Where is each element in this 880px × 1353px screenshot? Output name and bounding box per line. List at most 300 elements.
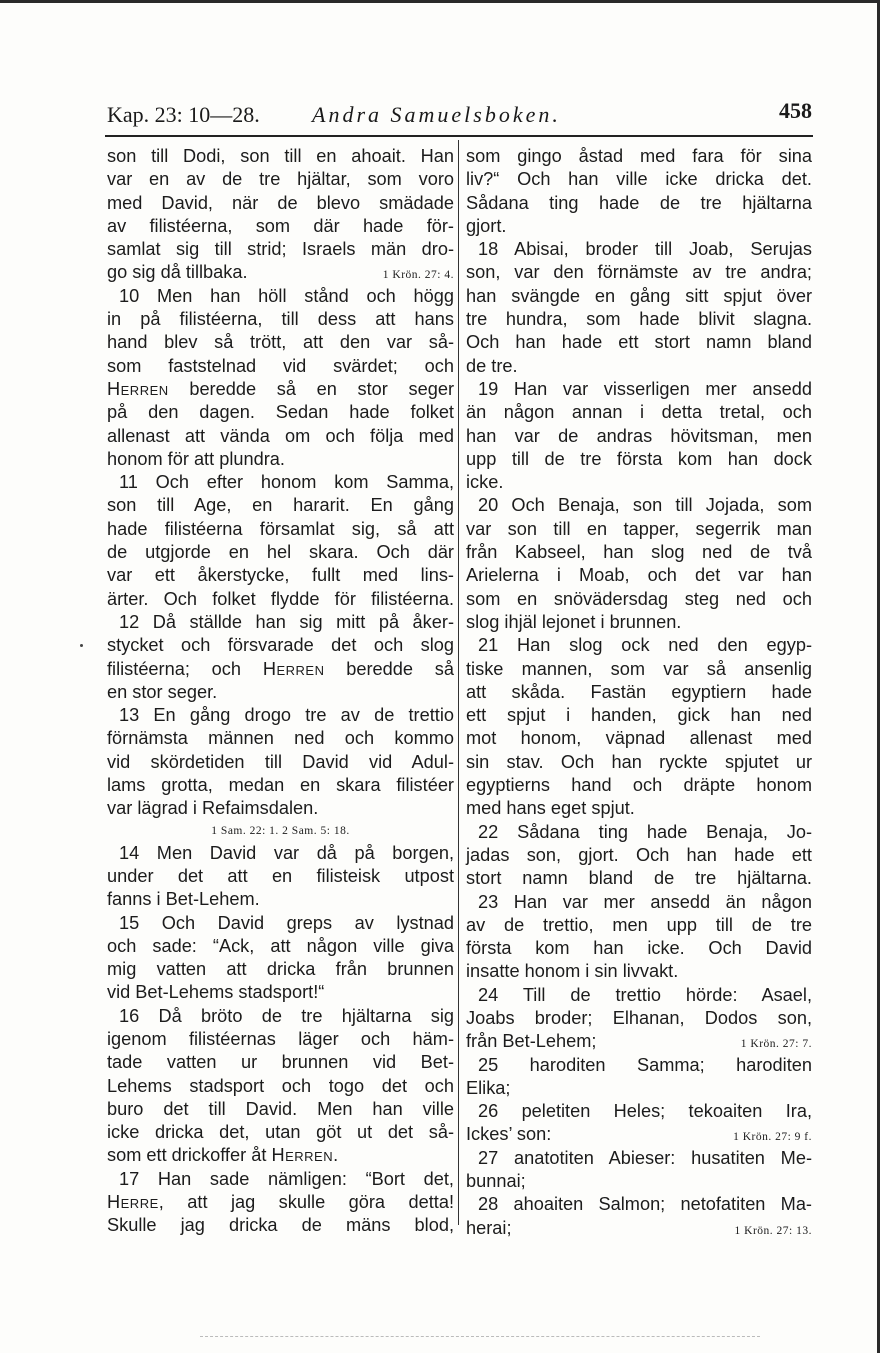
text-line xyxy=(107,935,454,958)
verse-text: av de trettio, men upp till de tre xyxy=(466,914,812,935)
verse-text: buro det till David. Men han ville xyxy=(107,1098,454,1119)
verse-text: var ett åkerstycke, fullt med lins- xyxy=(107,565,454,586)
verse-text: han var de andras hövitsman, men xyxy=(466,425,812,446)
line-text xyxy=(107,146,454,166)
text-line xyxy=(466,145,812,168)
text-line xyxy=(107,1121,454,1144)
line-text xyxy=(107,959,454,979)
line-text xyxy=(107,1076,454,1096)
text-line xyxy=(466,215,812,238)
verse-text: gjort. xyxy=(466,215,507,236)
text-line xyxy=(107,1214,454,1237)
line-text xyxy=(466,845,812,865)
book-title: Andra Samuelsboken. xyxy=(312,102,561,127)
text-line xyxy=(107,1005,454,1028)
text-line xyxy=(107,865,454,888)
text-line xyxy=(107,331,454,354)
verse-text: som ett drickoffer åt xyxy=(107,1145,272,1166)
text-line xyxy=(107,658,454,681)
text-line xyxy=(107,1168,454,1191)
text-line xyxy=(466,425,812,448)
line-text xyxy=(107,261,248,284)
text-line xyxy=(466,797,812,820)
line-text xyxy=(107,426,454,446)
verse-text: 13 En gång drogo tre av de trettio xyxy=(119,705,454,726)
text-line xyxy=(466,331,812,354)
text-line xyxy=(107,564,454,587)
text-line xyxy=(466,1054,812,1077)
text-line xyxy=(466,494,812,517)
text-line xyxy=(466,821,812,844)
page-number: 458 xyxy=(779,98,812,123)
text-line xyxy=(107,238,454,261)
running-header xyxy=(107,98,812,132)
line-text xyxy=(119,472,454,492)
line-text xyxy=(466,798,635,818)
line-text xyxy=(107,542,454,562)
verse-text: av filistéerna, som där hade för- xyxy=(107,215,454,236)
header-rule xyxy=(105,135,813,137)
verse-text: 15 Och David greps av lystnad xyxy=(119,912,454,933)
verse-text: tre hundra, som hade blivit slagna. xyxy=(466,309,812,330)
verse-text: son till Dodi, son till en ahoait. Han xyxy=(107,146,454,166)
verse-text: igenom filistéernas läger och häm- xyxy=(107,1028,454,1049)
text-line xyxy=(466,704,812,727)
text-line xyxy=(107,611,454,634)
text-line xyxy=(107,261,454,284)
line-text xyxy=(466,938,812,958)
line-text xyxy=(119,1006,454,1026)
verse-text: allenast att vända om och följa med xyxy=(107,425,454,446)
line-text xyxy=(466,565,812,585)
text-line xyxy=(466,1123,812,1146)
line-text xyxy=(466,356,518,376)
page-top-edge xyxy=(0,0,880,3)
line-text xyxy=(107,193,454,213)
verse-text: 27 anatotiten Abieser: husatiten Me- xyxy=(478,1147,812,1168)
verse-text: Skulle jag dricka de mäns blod, xyxy=(107,1215,454,1236)
verse-text: som faststelnad vid svärdet; och xyxy=(107,355,454,376)
line-text xyxy=(478,1101,812,1121)
text-line xyxy=(107,378,454,401)
text-line xyxy=(466,681,812,704)
line-text xyxy=(107,1215,454,1235)
line-text xyxy=(119,286,454,306)
verse-text: liv?“ Och han ville icke dricka det. xyxy=(466,169,812,190)
verse-text: 14 Men David var då på borgen, xyxy=(119,842,454,863)
line-text xyxy=(119,913,454,933)
verse-text: var en av de tre hjältar, som voro xyxy=(107,169,454,190)
text-line xyxy=(107,1144,454,1167)
text-line xyxy=(107,168,454,191)
text-line xyxy=(466,1077,812,1100)
left-column xyxy=(107,145,454,1238)
verse-text: Sådana ting hade de tre hjältarna xyxy=(466,192,812,213)
verse-text: första kom han icke. Och David xyxy=(466,938,812,959)
text-line xyxy=(107,145,454,168)
text-line xyxy=(107,541,454,564)
verse-text: lams grotta, medan en skara filistéer xyxy=(107,775,454,796)
line-text xyxy=(107,635,454,655)
verse-text: mot honom, väpnad allenast med xyxy=(466,728,812,749)
verse-text: förnämsta männen ned och kommo xyxy=(107,728,454,749)
verse-text: 23 Han var mer ansedd än någon xyxy=(478,891,812,912)
verse-text: mig vatten att dricka från brunnen xyxy=(107,959,454,980)
text-line xyxy=(107,774,454,797)
text-line xyxy=(107,912,454,935)
verse-text: filistéerna; och xyxy=(107,658,263,679)
verse-text: hand blev så trött, att den var så- xyxy=(107,332,454,353)
text-line xyxy=(466,727,812,750)
text-line xyxy=(107,355,454,378)
line-text xyxy=(466,519,812,539)
text-line xyxy=(466,937,812,960)
verse-text: vid skördetiden till David vid Adul- xyxy=(107,751,454,772)
text-line xyxy=(466,355,812,378)
text-line xyxy=(107,401,454,424)
line-text xyxy=(107,1122,454,1142)
line-text xyxy=(107,728,454,748)
text-line xyxy=(466,634,812,657)
line-text xyxy=(107,752,454,772)
verse-text: Ickes’ son: xyxy=(466,1124,552,1145)
text-line xyxy=(466,401,812,424)
verse-text: in på filistéerna, till dess att hans xyxy=(107,309,454,330)
verse-text: som gingo åstad med fara för sina xyxy=(466,146,812,166)
verse-text: go sig då tillbaka. xyxy=(107,262,248,283)
line-text xyxy=(466,169,812,189)
verse-text: från Bet-Lehem; xyxy=(466,1031,597,1052)
verse-text: 16 Då bröto de tre hjältarna sig xyxy=(119,1005,454,1026)
verse-text: insatte honom i sin livvakt. xyxy=(466,961,679,982)
line-text xyxy=(466,1008,812,1028)
text-line xyxy=(107,1098,454,1121)
text-line xyxy=(107,1051,454,1074)
verse-text: stycket och försvarade det och slog xyxy=(107,635,454,656)
text-line xyxy=(466,867,812,890)
verse-text: Lehems stadsport och togo det och xyxy=(107,1075,454,1096)
right-column xyxy=(466,145,812,1240)
text-line xyxy=(466,448,812,471)
text-line xyxy=(466,541,812,564)
verse-text: son, var den förnämste av tre andra; xyxy=(466,262,812,283)
verse-text: som en snövädersdag steg ned och xyxy=(466,588,812,609)
divine-name: Herren xyxy=(107,378,169,399)
verse-text: och sade: “Ack, att någon ville giva xyxy=(107,935,454,956)
cross-reference: 1 Krön. 27: 4. xyxy=(382,269,454,282)
verse-text: fanns i Bet-Lehem. xyxy=(107,889,260,910)
text-line xyxy=(466,960,812,983)
text-line xyxy=(107,704,454,727)
verse-text: slog ihjäl lejonet i brunnen. xyxy=(466,611,682,632)
divine-name: Herren xyxy=(262,658,325,679)
text-line xyxy=(466,658,812,681)
line-text xyxy=(466,612,681,632)
line-text xyxy=(478,822,812,842)
text-line xyxy=(466,844,812,867)
verse-text: honom för att plundra. xyxy=(107,448,285,469)
verse-text: beredde så en stor seger xyxy=(168,378,454,399)
line-text xyxy=(107,169,454,189)
line-text xyxy=(478,985,812,1005)
verse-text: tade vatten ur brunnen vid Bet- xyxy=(107,1052,454,1073)
line-text xyxy=(466,193,812,213)
text-line xyxy=(107,285,454,308)
verse-text: 10 Men han höll stånd och högg xyxy=(119,285,454,306)
line-text xyxy=(466,542,812,562)
verse-text: sin stav. Och han ryckte spjutet ur xyxy=(466,751,812,772)
line-text xyxy=(478,1055,812,1075)
text-line xyxy=(466,518,812,541)
verse-text: ärter. Och folket flydde för filistéerna. xyxy=(107,588,454,609)
line-text xyxy=(466,752,812,772)
text-line xyxy=(466,751,812,774)
verse-text: de utgjorde en hel skara. Och där xyxy=(107,542,454,563)
text-line xyxy=(466,471,812,494)
text-line xyxy=(466,261,812,284)
text-line xyxy=(466,1170,812,1193)
verse-text: under det att en filisteisk utpost xyxy=(107,865,454,886)
line-text xyxy=(466,961,678,981)
text-line xyxy=(466,378,812,401)
text-line xyxy=(466,168,812,191)
text-line xyxy=(466,1030,812,1053)
cross-reference: 1 Sam. 22: 1. 2 Sam. 5: 18. xyxy=(211,824,350,837)
verse-text: ett spjut i handen, gick han ned xyxy=(466,705,812,726)
verse-text: på den dagen. Sedan hade folket xyxy=(107,402,454,423)
text-line xyxy=(107,727,454,750)
cross-reference: 1 Krön. 27: 13. xyxy=(734,1224,812,1237)
line-text xyxy=(107,519,454,539)
verse-text: 19 Han var visserligen mer ansedd xyxy=(478,378,812,399)
line-text xyxy=(478,239,812,259)
line-text xyxy=(466,332,812,352)
verse-text: 28 ahoaiten Salmon; netofatiten Ma- xyxy=(478,1194,812,1215)
verse-text: var son till en tapper, segerrik man xyxy=(466,518,812,539)
verse-text: icke dricka det, utan göt ut det så- xyxy=(107,1122,454,1143)
line-text xyxy=(466,1078,510,1098)
verse-text: 11 Och efter honom kom Samma, xyxy=(119,472,454,493)
verse-text: vid Bet-Lehems stadsport!“ xyxy=(107,982,325,1003)
verse-text: tiske mannen, som var så ansenlig xyxy=(466,658,812,679)
line-text xyxy=(107,936,454,956)
text-line xyxy=(107,425,454,448)
line-text xyxy=(107,239,454,259)
line-text xyxy=(466,682,812,702)
line-text xyxy=(107,1052,454,1072)
text-line xyxy=(107,494,454,517)
line-text xyxy=(107,332,454,352)
line-text xyxy=(466,659,812,679)
line-text xyxy=(466,775,812,795)
verse-text: egyptierns hand och dräpte honom xyxy=(466,775,812,796)
text-line xyxy=(466,1100,812,1123)
verse-text: de tre. xyxy=(466,355,518,376)
verse-text: Arielerna i Moab, och det var han xyxy=(466,565,812,586)
line-text xyxy=(107,866,454,886)
verse-text: , att jag skulle göra detta! xyxy=(158,1192,454,1213)
line-text xyxy=(107,682,217,702)
text-line xyxy=(107,888,454,911)
line-text xyxy=(466,449,812,469)
text-line xyxy=(107,1028,454,1051)
verse-text: 21 Han slog ock ned den egyp- xyxy=(478,635,812,656)
verse-text: 22 Sådana ting hade Benaja, Jo- xyxy=(478,821,812,842)
verse-text: stort namn bland de tre hjältarna. xyxy=(466,868,812,889)
verse-text: en stor seger. xyxy=(107,681,218,702)
line-text xyxy=(107,309,454,329)
line-text xyxy=(466,915,812,935)
verse-text: upp till de tre första kom han dock xyxy=(466,448,812,469)
line-text xyxy=(107,495,454,515)
line-text xyxy=(107,1145,338,1165)
line-text xyxy=(466,146,812,166)
line-text xyxy=(466,868,812,888)
text-line xyxy=(107,471,454,494)
text-line xyxy=(107,681,454,704)
line-text xyxy=(466,589,812,609)
verse-text: 26 peletiten Heles; tekoaiten Ira, xyxy=(478,1101,812,1122)
line-text xyxy=(466,402,812,422)
line-text xyxy=(466,262,812,282)
line-text xyxy=(107,356,454,376)
text-line xyxy=(466,914,812,937)
text-line xyxy=(466,984,812,1007)
line-text xyxy=(466,705,812,725)
line-text xyxy=(107,1099,454,1119)
line-text xyxy=(107,775,454,795)
line-text xyxy=(478,892,812,912)
cross-reference: 1 Krön. 27: 7. xyxy=(740,1038,812,1051)
text-line xyxy=(466,774,812,797)
line-text xyxy=(466,216,506,236)
line-text xyxy=(478,1148,812,1168)
verse-text: än någon annan i detta tretal, och xyxy=(466,402,812,423)
line-text xyxy=(119,612,454,632)
text-line xyxy=(107,842,454,865)
text-line xyxy=(107,192,454,215)
verse-text: att skåda. Fastän egyptiern hade xyxy=(466,681,812,702)
verse-text: . xyxy=(333,1145,339,1166)
text-line xyxy=(107,751,454,774)
text-line xyxy=(107,1075,454,1098)
verse-text: 25 haroditen Samma; haroditen xyxy=(478,1054,812,1075)
text-line xyxy=(466,192,812,215)
line-text xyxy=(107,889,260,909)
line-text xyxy=(119,843,454,863)
line-text xyxy=(466,309,812,329)
verse-text: icke. xyxy=(466,472,504,493)
text-line xyxy=(466,588,812,611)
verse-text: Joabs broder; Elhanan, Dodos son, xyxy=(466,1007,812,1028)
text-line xyxy=(466,1007,812,1030)
divine-name: Herren xyxy=(271,1145,334,1166)
line-text xyxy=(107,216,454,236)
line-text xyxy=(107,565,454,585)
verse-text: var lägrad i Refaimsdalen. xyxy=(107,798,319,819)
verse-text: Elika; xyxy=(466,1077,511,1098)
margin-mark xyxy=(80,644,83,647)
line-text xyxy=(478,1194,812,1214)
line-text xyxy=(107,798,318,818)
verse-text: 17 Han sade nämligen: “Bort det, xyxy=(119,1168,454,1189)
line-text xyxy=(466,426,812,446)
verse-text: från Kabseel, han slog ned de två xyxy=(466,542,812,563)
verse-text: med David, när de blevo smädade xyxy=(107,192,454,213)
verse-text: 12 Då ställde han sig mitt på åker- xyxy=(119,611,454,632)
text-line xyxy=(107,958,454,981)
line-text xyxy=(466,1123,551,1146)
text-line xyxy=(466,1217,812,1240)
verse-text: beredde så xyxy=(324,658,455,679)
text-line xyxy=(466,1147,812,1170)
text-line xyxy=(466,238,812,261)
divine-name: Herre xyxy=(107,1192,159,1213)
line-text xyxy=(478,495,812,515)
line-text xyxy=(107,659,454,679)
text-line xyxy=(466,611,812,634)
text-line xyxy=(107,634,454,657)
column-divider xyxy=(458,140,459,1225)
text-line xyxy=(107,448,454,471)
text-line xyxy=(107,308,454,331)
line-text xyxy=(107,589,454,609)
line-text xyxy=(107,1029,454,1049)
verse-text: Och han hade ett stort namn bland xyxy=(466,332,812,353)
text-line xyxy=(107,981,454,1004)
text-line xyxy=(107,797,454,820)
line-text xyxy=(107,379,454,399)
verse-text: bunnai; xyxy=(466,1171,526,1192)
verse-text: hade filistéerna församlat sig, så att xyxy=(107,518,454,539)
cross-reference: 1 Krön. 27: 9 f. xyxy=(733,1131,812,1144)
line-text xyxy=(466,1217,512,1240)
text-line xyxy=(107,518,454,541)
line-text xyxy=(466,1171,526,1191)
text-line xyxy=(107,1191,454,1214)
line-text xyxy=(466,472,503,492)
text-line xyxy=(107,588,454,611)
line-text xyxy=(466,1030,596,1053)
line-text xyxy=(107,982,324,1002)
text-line xyxy=(466,891,812,914)
line-text xyxy=(119,705,454,725)
verse-text: son till Age, en hararit. En gång xyxy=(107,495,454,516)
line-text xyxy=(466,728,812,748)
verse-text: herai; xyxy=(466,1217,512,1238)
verse-text: 18 Abisai, broder till Joab, Serujas xyxy=(478,239,812,260)
bottom-scan-edge xyxy=(200,1336,760,1337)
verse-text: han svängde en gång sitt spjut över xyxy=(466,285,812,306)
line-text xyxy=(107,1192,454,1212)
text-line xyxy=(466,1193,812,1216)
line-text xyxy=(466,286,812,306)
text-line xyxy=(466,285,812,308)
chapter-range: Kap. 23: 10—28. xyxy=(107,102,260,127)
verse-text: samlat sig till strid; Israels män dro- xyxy=(107,239,454,260)
line-text xyxy=(119,1169,454,1189)
text-line xyxy=(107,215,454,238)
text-line xyxy=(466,564,812,587)
verse-text: 24 Till de trettio hörde: Asael, xyxy=(478,984,812,1005)
verse-text: med hans eget spjut. xyxy=(466,798,635,819)
line-text xyxy=(107,449,285,469)
line-text xyxy=(478,379,812,399)
verse-text: jadas son, gjort. Och han hade ett xyxy=(466,844,812,865)
text-line xyxy=(466,308,812,331)
line-text xyxy=(107,402,454,422)
verse-text: 20 Och Benaja, son till Jojada, som xyxy=(478,495,812,516)
